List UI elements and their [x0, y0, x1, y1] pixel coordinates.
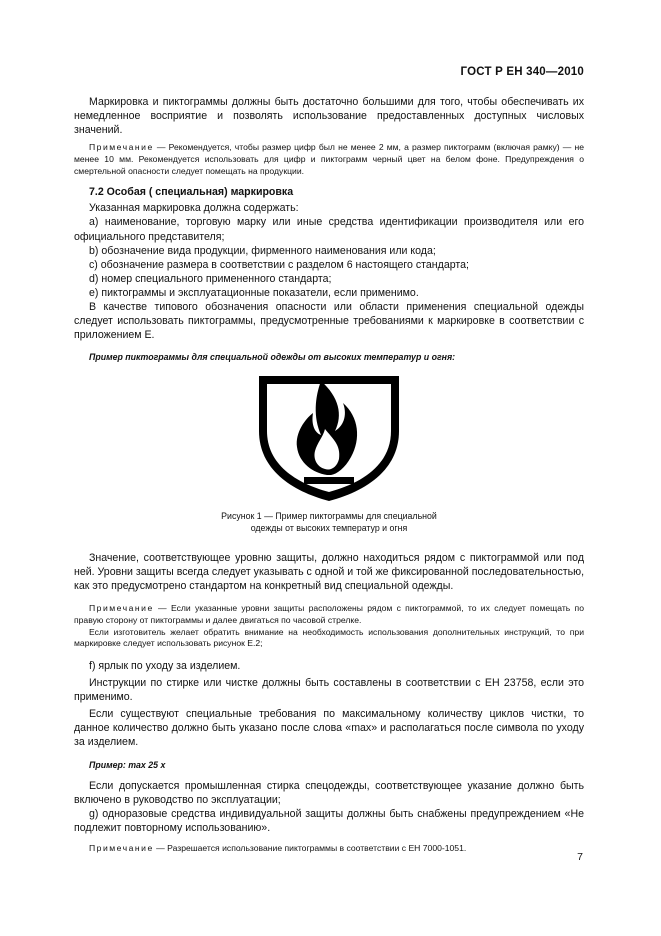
list-item-b: b) обозначение вида продукции, фирменного наименования или кода; [89, 244, 436, 257]
list-item-f: f) ярлык по уходу за изделием. [89, 660, 241, 673]
paragraph-washing-instructions: Инструкции по стирке или чистке должны быть составлены в соответствии с ЕН 23758, если это применимо. [74, 677, 584, 704]
list-item-c: c) обозначение размера в соответствии с разделом 6 настоящего стандарта; [89, 258, 469, 271]
note-text: — Если указанные уровни защиты расположены рядом с пиктограммой, то их следует помещать по правую сторону от пиктограммы и далее двигаться по часовой стрелке. [74, 603, 584, 625]
list-item-a: a) наименование, торговую марку или иные средства идентификации производителя или его официального представителя; [74, 216, 584, 243]
example-heading: Пример пиктограммы для специальной одежды от высоких температур и огня: [89, 352, 456, 363]
section-heading-7-2: 7.2 Особая ( специальная) маркировка [89, 186, 294, 199]
figure-caption-line-1: Рисунок 1 — Пример пиктограммы для специальной [221, 511, 437, 522]
paragraph-size-requirement: Маркировка и пиктограммы должны быть достаточно большими для того, чтобы обеспечивать их немедленное восприятие и позволять использование предоставленных доступных числовых значений. [74, 96, 584, 137]
paragraph-pictograms: В качестве типового обозначения опасности или области применения специальной одежды следует использовать пиктограммы, предусмотренные требованиями к маркировке в соответствии с приложением Е. [74, 301, 584, 342]
flame-shield-pictogram [255, 373, 403, 503]
note-label: Примечание [89, 842, 154, 853]
figure-caption-line-2: одежды от высоких температур и огня [250, 523, 408, 534]
list-intro: Указанная маркировка должна содержать: [89, 202, 299, 215]
example-max: Пример: max 25 x [89, 759, 166, 770]
document-header: ГОСТ Р ЕН 340—2010 [460, 66, 584, 78]
paragraph-protection-levels: Значение, соответствующее уровню защиты, должно находиться рядом с пиктограммой или под ней. Уровни защиты всегда следует указывать с одной и той же фиксированной последовательностью, как это предусмотрено стандартом на конкретный вид специальной одежды. [74, 551, 585, 593]
note-1 [74, 142, 584, 177]
note-2-continuation: Если изготовитель желает обратить внимание на необходимость использования дополнительных инструкций, то при маркировке следует использовать рисунок Е.2; [74, 626, 584, 649]
page-content [74, 95, 584, 855]
page-number: 7 [577, 851, 583, 863]
list-item-g: g) одноразовые средства индивидуальной защиты должны быть снабжены предупреждением «Не подлежит повторному использованию». [74, 807, 584, 834]
note-label: Примечание [89, 142, 154, 153]
note-2 [74, 603, 584, 626]
note-3 [74, 843, 584, 855]
note-label: Примечание [89, 603, 154, 614]
paragraph-cleaning-cycles: Если существуют специальные требования по максимальному количеству циклов чистки, то данное количество должно быть указано после слова «max» и располагаться после символа по уходу за изделием. [74, 708, 584, 749]
list-item-d: d) номер специального примененного стандарта; [89, 272, 332, 285]
figure-1 [74, 373, 584, 535]
list-item-e: e) пиктограммы и эксплуатационные показатели, если применимо. [89, 286, 419, 299]
note-text: — Разрешается использование пиктограммы в соответствии с ЕН 7000-1051. [153, 842, 467, 853]
paragraph-industrial-washing: Если допускается промышленная стирка спецодежды, соответствующее указание должно быть включено в руководство по эксплуатации; [74, 779, 584, 806]
note-text: — Рекомендуется, чтобы размер цифр был не менее 2 мм, а размер пиктограмм (включая рамку) — не менее 10 мм. Рекомендуется использовать для цифр и пиктограмм черный цвет на белом фоне. Предупреждения о смертельной опасности следует помещать на продукции. [74, 142, 584, 176]
